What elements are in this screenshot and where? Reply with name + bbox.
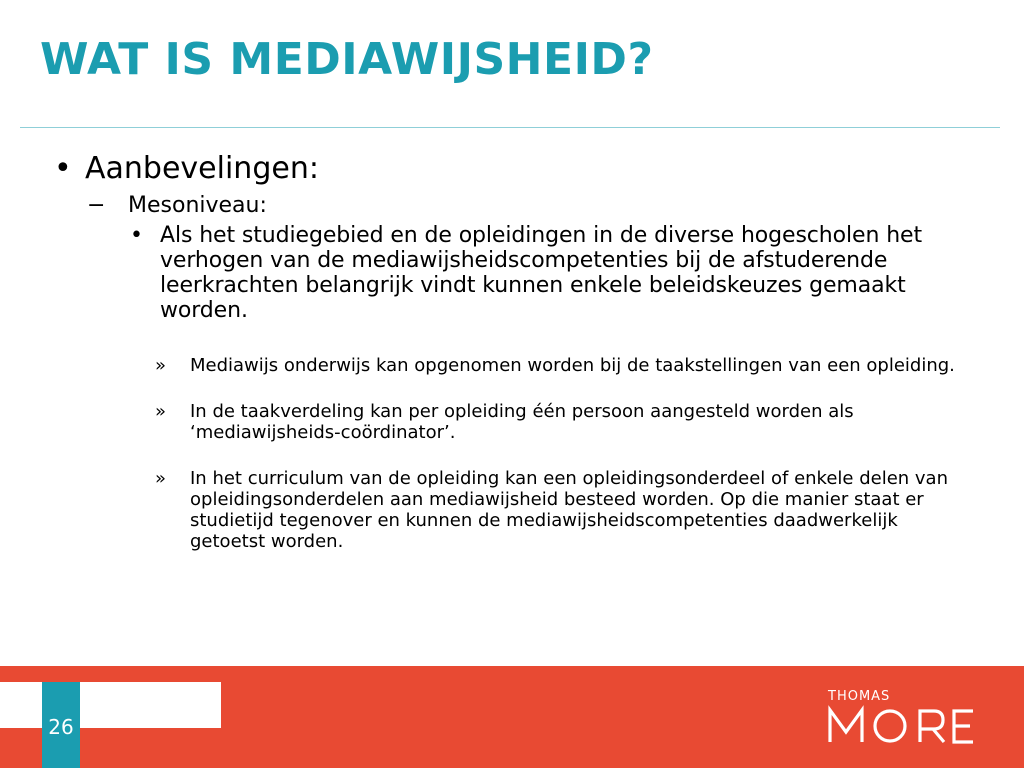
bullet-marker: • (130, 223, 143, 248)
thomas-more-logo (822, 684, 982, 754)
bullet-level2 (87, 192, 972, 220)
page-number-box (42, 682, 80, 768)
bullet-text: Aanbevelingen: (85, 151, 319, 186)
sub-bullet-text: Mediawijs onderwijs kan opgenomen worden bij de taakstellingen van een opleiding. (190, 355, 955, 376)
footer-white-band (0, 682, 221, 728)
bullet-level3 (130, 223, 972, 323)
logo-line2: MORE (826, 704, 953, 754)
bullet-text: Mesoniveau: (128, 193, 267, 218)
slide-title: WAT IS MEDIAWIJSHEID? (40, 34, 654, 85)
bullet-marker: • (54, 151, 72, 186)
slide-content (52, 150, 972, 552)
chevron-marker: » (155, 355, 167, 376)
bullet-text: Als het studiegebied en de opleidingen in de diverse hogescholen het verhogen van de mediawijsheidscompetenties bij de afstuderende leerkrachten belangrijk vindt kunnen enkele beleidskeuzes gemaakt worden. (160, 223, 922, 323)
bullet-level1 (52, 150, 972, 188)
sub-bullet-text: In de taakverdeling kan per opleiding één persoon aangesteld worden als ‘mediawijsheids-coördinator’. (190, 401, 854, 443)
chevron-marker: » (155, 468, 167, 489)
sub-bullet (155, 401, 972, 443)
sub-bullet (155, 468, 972, 552)
dash-marker: − (87, 193, 106, 218)
sub-bullet (155, 355, 972, 376)
chevron-marker: » (155, 401, 167, 422)
sub-bullet-text: In het curriculum van de opleiding kan een opleidingsonderdeel of enkele delen van opleidingsonderdelen aan mediawijsheid besteed worden. Op die manier staat er studietijd tegenover en kunnen de mediawijsheidscompetenties daadwerkelijk getoetst worden. (190, 468, 948, 552)
page-number: 26 (48, 715, 74, 739)
title-divider (20, 127, 1000, 128)
logo-line1: THOMAS (828, 689, 891, 704)
